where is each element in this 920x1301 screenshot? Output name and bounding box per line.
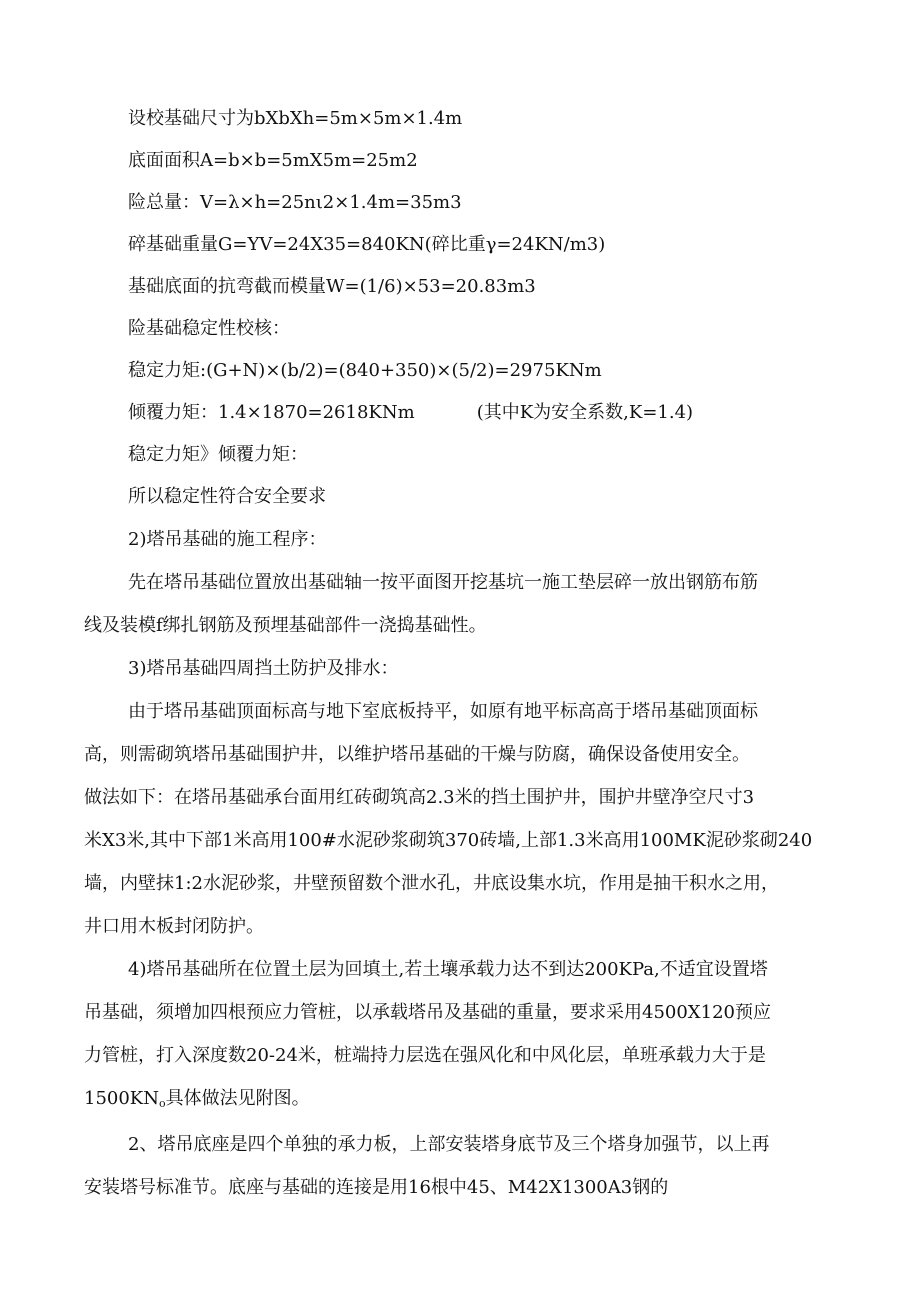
section-4-text-1: 4)塔吊基础所在位置土层为回填土,若土壤承载力达不到达200KPa,不适宜设置塔 xyxy=(128,959,768,980)
calc-line-8 xyxy=(128,401,693,425)
calc-line-2: 底面面积A=b×b=5mX5m=25m2 xyxy=(128,150,418,171)
section-5-text-1: 2、塔吊底座是四个单独的承力板，上部安装塔身底节及三个塔身加强节，以上再 xyxy=(128,1134,770,1155)
section-2-text-2: 线及装模f绑扎钢筋及预埋基础部件一浇捣基础性。 xyxy=(84,615,487,636)
section-3-text-3: 做法如下：在塔吊基础承台面用红砖砌筑高2.3米的挡土围护井，围护井壁净空尺寸3 xyxy=(84,787,755,808)
section-2-text-1: 先在塔吊基础位置放出基础轴一按平面图开挖基坑一施工垫层碎一放出钢筋布筋 xyxy=(128,572,758,593)
load-value: 1500KN xyxy=(84,1088,160,1109)
section-4-text-3: 力管桩，打入深度数20-24米，桩端持力层选在强风化和中风化层，单班承载力大于是 xyxy=(84,1045,766,1066)
overturning-moment: 倾覆力矩：1.4×1870=2618KNm xyxy=(128,402,415,423)
calc-line-10: 所以稳定性符合安全要求 xyxy=(128,486,326,507)
section-3-text-4: 米X3米,其中下部1米高用100#水泥砂浆砌筑370砖墙,上部1.3米高用100MK泥砂浆砌240 xyxy=(84,830,813,851)
section-2-heading: 2)塔吊基础的施工程序： xyxy=(128,529,327,550)
section-5-text-2: 安装塔号标准节。底座与基础的连接是用16根中45、M42X1300A3钢的 xyxy=(84,1177,669,1198)
see-drawing-note: 具体做法见附图。 xyxy=(165,1088,310,1109)
section-4-text-4 xyxy=(84,1087,310,1116)
section-3-text-1: 由于塔吊基础顶面标高与地下室底板持平，如原有地平标高高于塔吊基础顶面标 xyxy=(128,701,758,722)
calc-line-1: 设校基础尺寸为bXbXh=5m×5m×1.4m xyxy=(128,108,463,129)
calc-line-6: 险基础稳定性校核： xyxy=(128,318,290,339)
section-3-text-5: 墙，内壁抹1:2水泥砂浆，井壁预留数个泄水孔，井底设集水坑，作用是抽干积水之用， xyxy=(84,873,779,894)
section-3-text-6: 井口用木板封闭防护。 xyxy=(84,916,264,937)
section-3-heading: 3)塔吊基础四周挡土防护及排水： xyxy=(128,658,399,679)
calc-line-7: 稳定力矩:(G+N)×(b/2)=(840+350)×(5/2)=2975KNm xyxy=(128,360,602,381)
calc-line-5: 基础底面的抗弯截而模量W=(1/6)×53=20.83m3 xyxy=(128,276,536,297)
calc-line-9: 稳定力矩》倾覆力矩： xyxy=(128,444,308,465)
section-3-text-2: 高，则需砌筑塔吊基础围护井，以维护塔吊基础的干燥与防腐，确保设备使用安全。 xyxy=(84,744,750,765)
calc-line-3: 险总量：V=λ×h=25nι2×1.4m=35m3 xyxy=(128,192,462,213)
section-4-text-2: 吊基础，须增加四根预应力管桩，以承载塔吊及基础的重量，要求采用4500X120预应 xyxy=(84,1002,771,1023)
subscript-mark: o xyxy=(159,1097,166,1110)
safety-factor-note: (其中K为安全系数,K=1.4) xyxy=(476,402,694,423)
calc-line-4: 碎基础重量G=YV=24X35=840KN(碎比重γ=24KN/m3) xyxy=(128,234,606,255)
